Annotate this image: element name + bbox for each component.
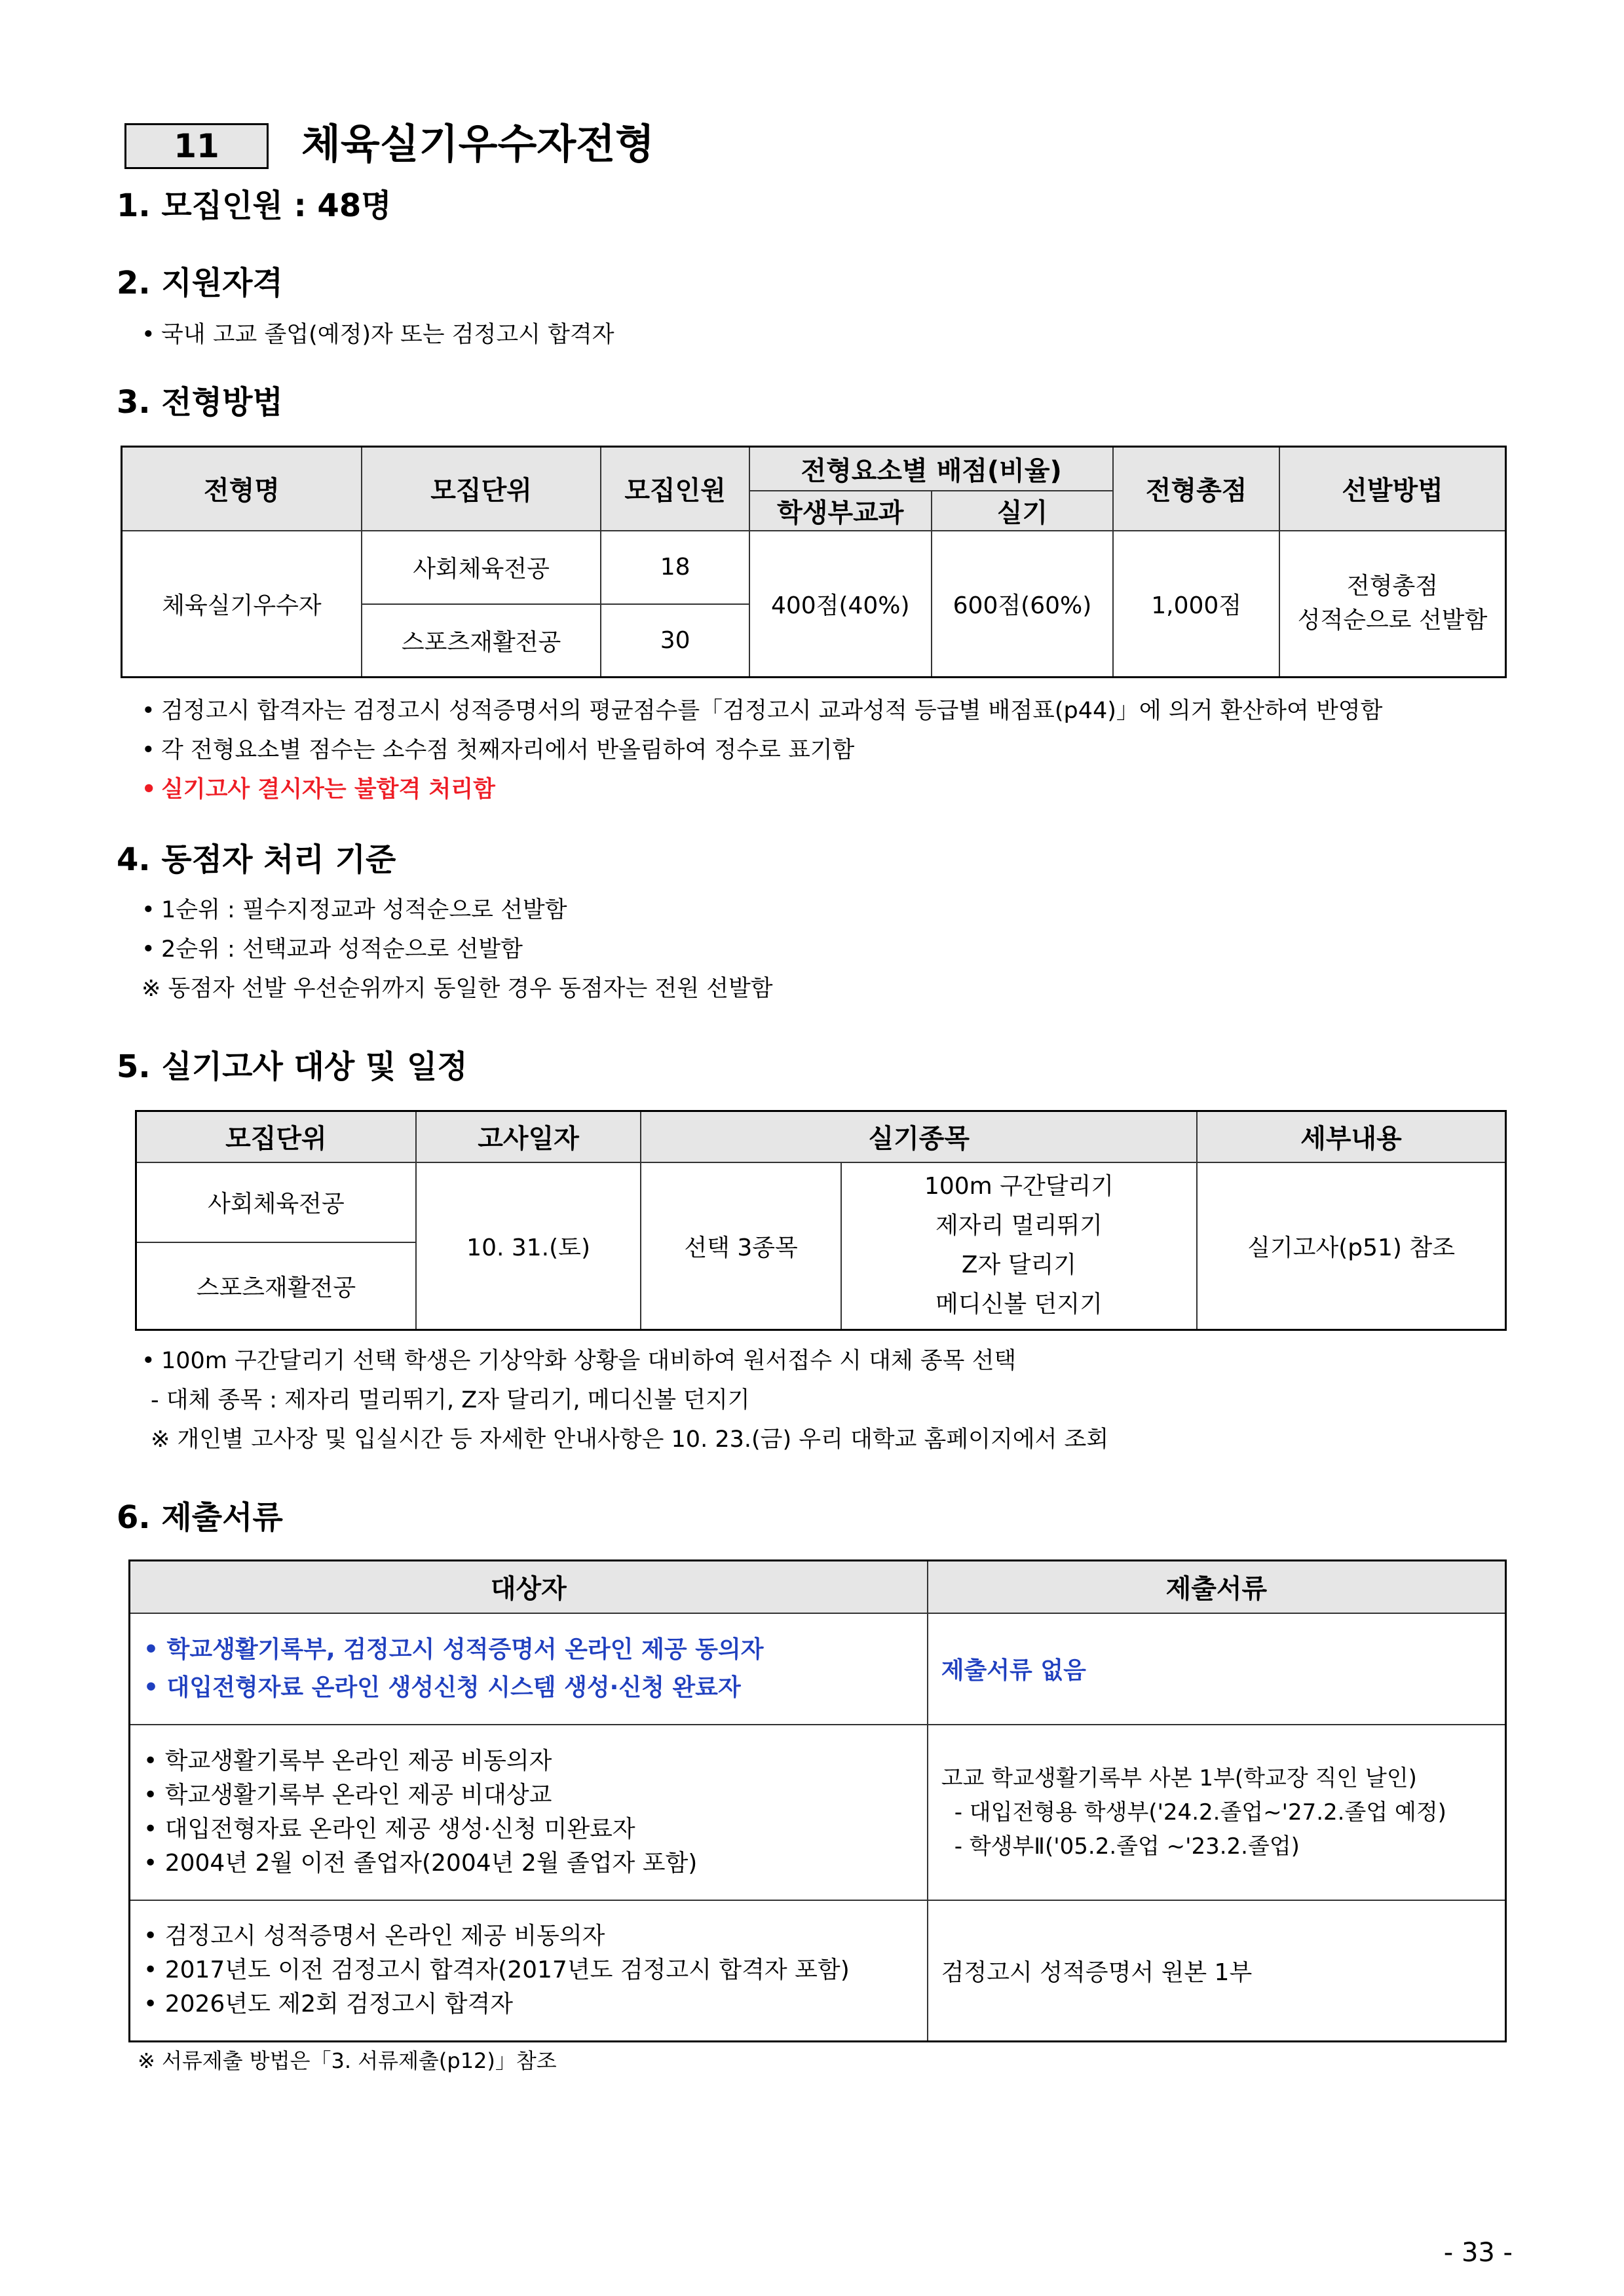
exam-note: ※ 개인별 고사장 및 입실시간 등 자세한 안내사항은 10. 23.(금) 우리 대학교 홈페이지에서 조회 [151,1426,1109,1453]
cell-count-2: 30 [601,604,749,678]
header-elements: 전형요소별 배점(비율) [749,447,1113,491]
header-name: 전형명 [122,447,362,531]
cell-docs-row-1: 제출서류 없음 [928,1613,1506,1725]
cell-unit-2: 스포츠재활전공 [362,604,601,678]
header-events: 실기종목 [641,1111,1197,1162]
header-practical: 실기 [932,491,1114,531]
cell-detail: 실기고사(p51) 참조 [1197,1162,1505,1330]
heading-method: 3. 전형방법 [117,384,283,421]
note-item: • 검정고시 합격자는 검정고시 성적증명서의 평균점수를「검정고시 교과성적 등급별 배점표(p44)」에 의거 환산하여 반영함 [142,698,1383,724]
cell-date: 10. 31.(토) [416,1162,641,1330]
tie-item: • 2순위 : 선택교과 성적순으로 선발함 [142,936,523,963]
tie-note: ※ 동점자 선발 우선순위까지 동일한 경우 동점자는 전원 선발함 [142,976,773,1002]
cell-method: 전형총점 성적순으로 선발함 [1279,531,1505,678]
cell-unit-1: 사회체육전공 [362,531,601,604]
practical-exam-table [135,1110,1507,1331]
cell-count-1: 18 [601,531,749,604]
cell-total: 1,000점 [1113,531,1279,678]
cell-select-count: 선택 3종목 [641,1162,841,1330]
heading-recruitment: 1. 모집인원 : 48명 [117,187,392,224]
header-date: 고사일자 [416,1111,641,1162]
note-item: • 각 전형요소별 점수는 소수점 첫째자리에서 반올림하여 정수로 표기함 [142,737,855,763]
exam-note: - 대체 종목 : 제자리 멀리뛰기, Z자 달리기, 메디신볼 던지기 [151,1387,750,1413]
header-count: 모집인원 [601,447,749,531]
heading-practical-exam: 5. 실기고사 대상 및 일정 [117,1048,468,1085]
selection-method-table [121,446,1507,678]
cell-score-school: 400점(40%) [749,531,932,678]
tie-item: • 1순위 : 필수지정교과 성적순으로 선발함 [142,897,567,923]
cell-docs-row-2: 고교 학교생활기록부 사본 1부(학교장 직인 날인) - 대입전형용 학생부('24.2.졸업~'27.2.졸업 예정) - 학생부Ⅱ('05.2.졸업 ~'23.2.졸업) [928,1725,1506,1900]
documents-table [128,1559,1507,2042]
header-total: 전형총점 [1113,447,1279,531]
heading-qualification: 2. 지원자격 [117,265,283,301]
exam-note: • 100m 구간달리기 선택 학생은 기상악화 상황을 대비하여 원서접수 시 대체 종목 선택 [142,1348,1017,1374]
header-school-record: 학생부교과 [749,491,932,531]
documents-note: ※ 서류제출 방법은「3. 서류제출(p12)」참조 [138,2048,557,2073]
cell-unit-2: 스포츠재활전공 [136,1242,416,1330]
qualification-item: • 국내 고교 졸업(예정)자 또는 검정고시 합격자 [142,322,614,348]
header-unit: 모집단위 [136,1111,416,1162]
cell-score-practical: 600점(60%) [932,531,1114,678]
cell-event-list: 100m 구간달리기 제자리 멀리뛰기 Z자 달리기 메디신볼 던지기 [841,1162,1197,1330]
cell-target-row-2: • 학교생활기록부 온라인 제공 비동의자 • 학교생활기록부 온라인 제공 비대상교 • 대입전형자료 온라인 제공 생성·신청 미완료자 • 2004년 2월 이전 졸업자(2004년 2월 졸업자 포함) [130,1725,928,1900]
note-item-warning: • 실기고사 결시자는 불합격 처리함 [142,776,495,803]
header-target: 대상자 [130,1561,928,1613]
header-method: 선발방법 [1279,447,1505,531]
cell-target-row-3: • 검정고시 성적증명서 온라인 제공 비동의자 • 2017년도 이전 검정고시 합격자(2017년도 검정고시 합격자 포함) • 2026년도 제2회 검정고시 합격자 [130,1900,928,2042]
section-title: 체육실기우수자전형 [301,120,655,168]
cell-target-row-1: • 학교생활기록부, 검정고시 성적증명서 온라인 제공 동의자 • 대입전형자료 온라인 생성신청 시스템 생성·신청 완료자 [130,1613,928,1725]
section-number-box: 11 [124,123,269,169]
cell-admission-name: 체육실기우수자 [122,531,362,678]
heading-tie-break: 4. 동점자 처리 기준 [117,841,396,878]
cell-docs-row-3: 검정고시 성적증명서 원본 1부 [928,1900,1506,2042]
header-detail: 세부내용 [1197,1111,1505,1162]
cell-unit-1: 사회체육전공 [136,1162,416,1242]
heading-documents: 6. 제출서류 [117,1499,283,1536]
page-number: - 33 - [1443,2238,1513,2268]
header-docs: 제출서류 [928,1561,1506,1613]
header-unit: 모집단위 [362,447,601,531]
